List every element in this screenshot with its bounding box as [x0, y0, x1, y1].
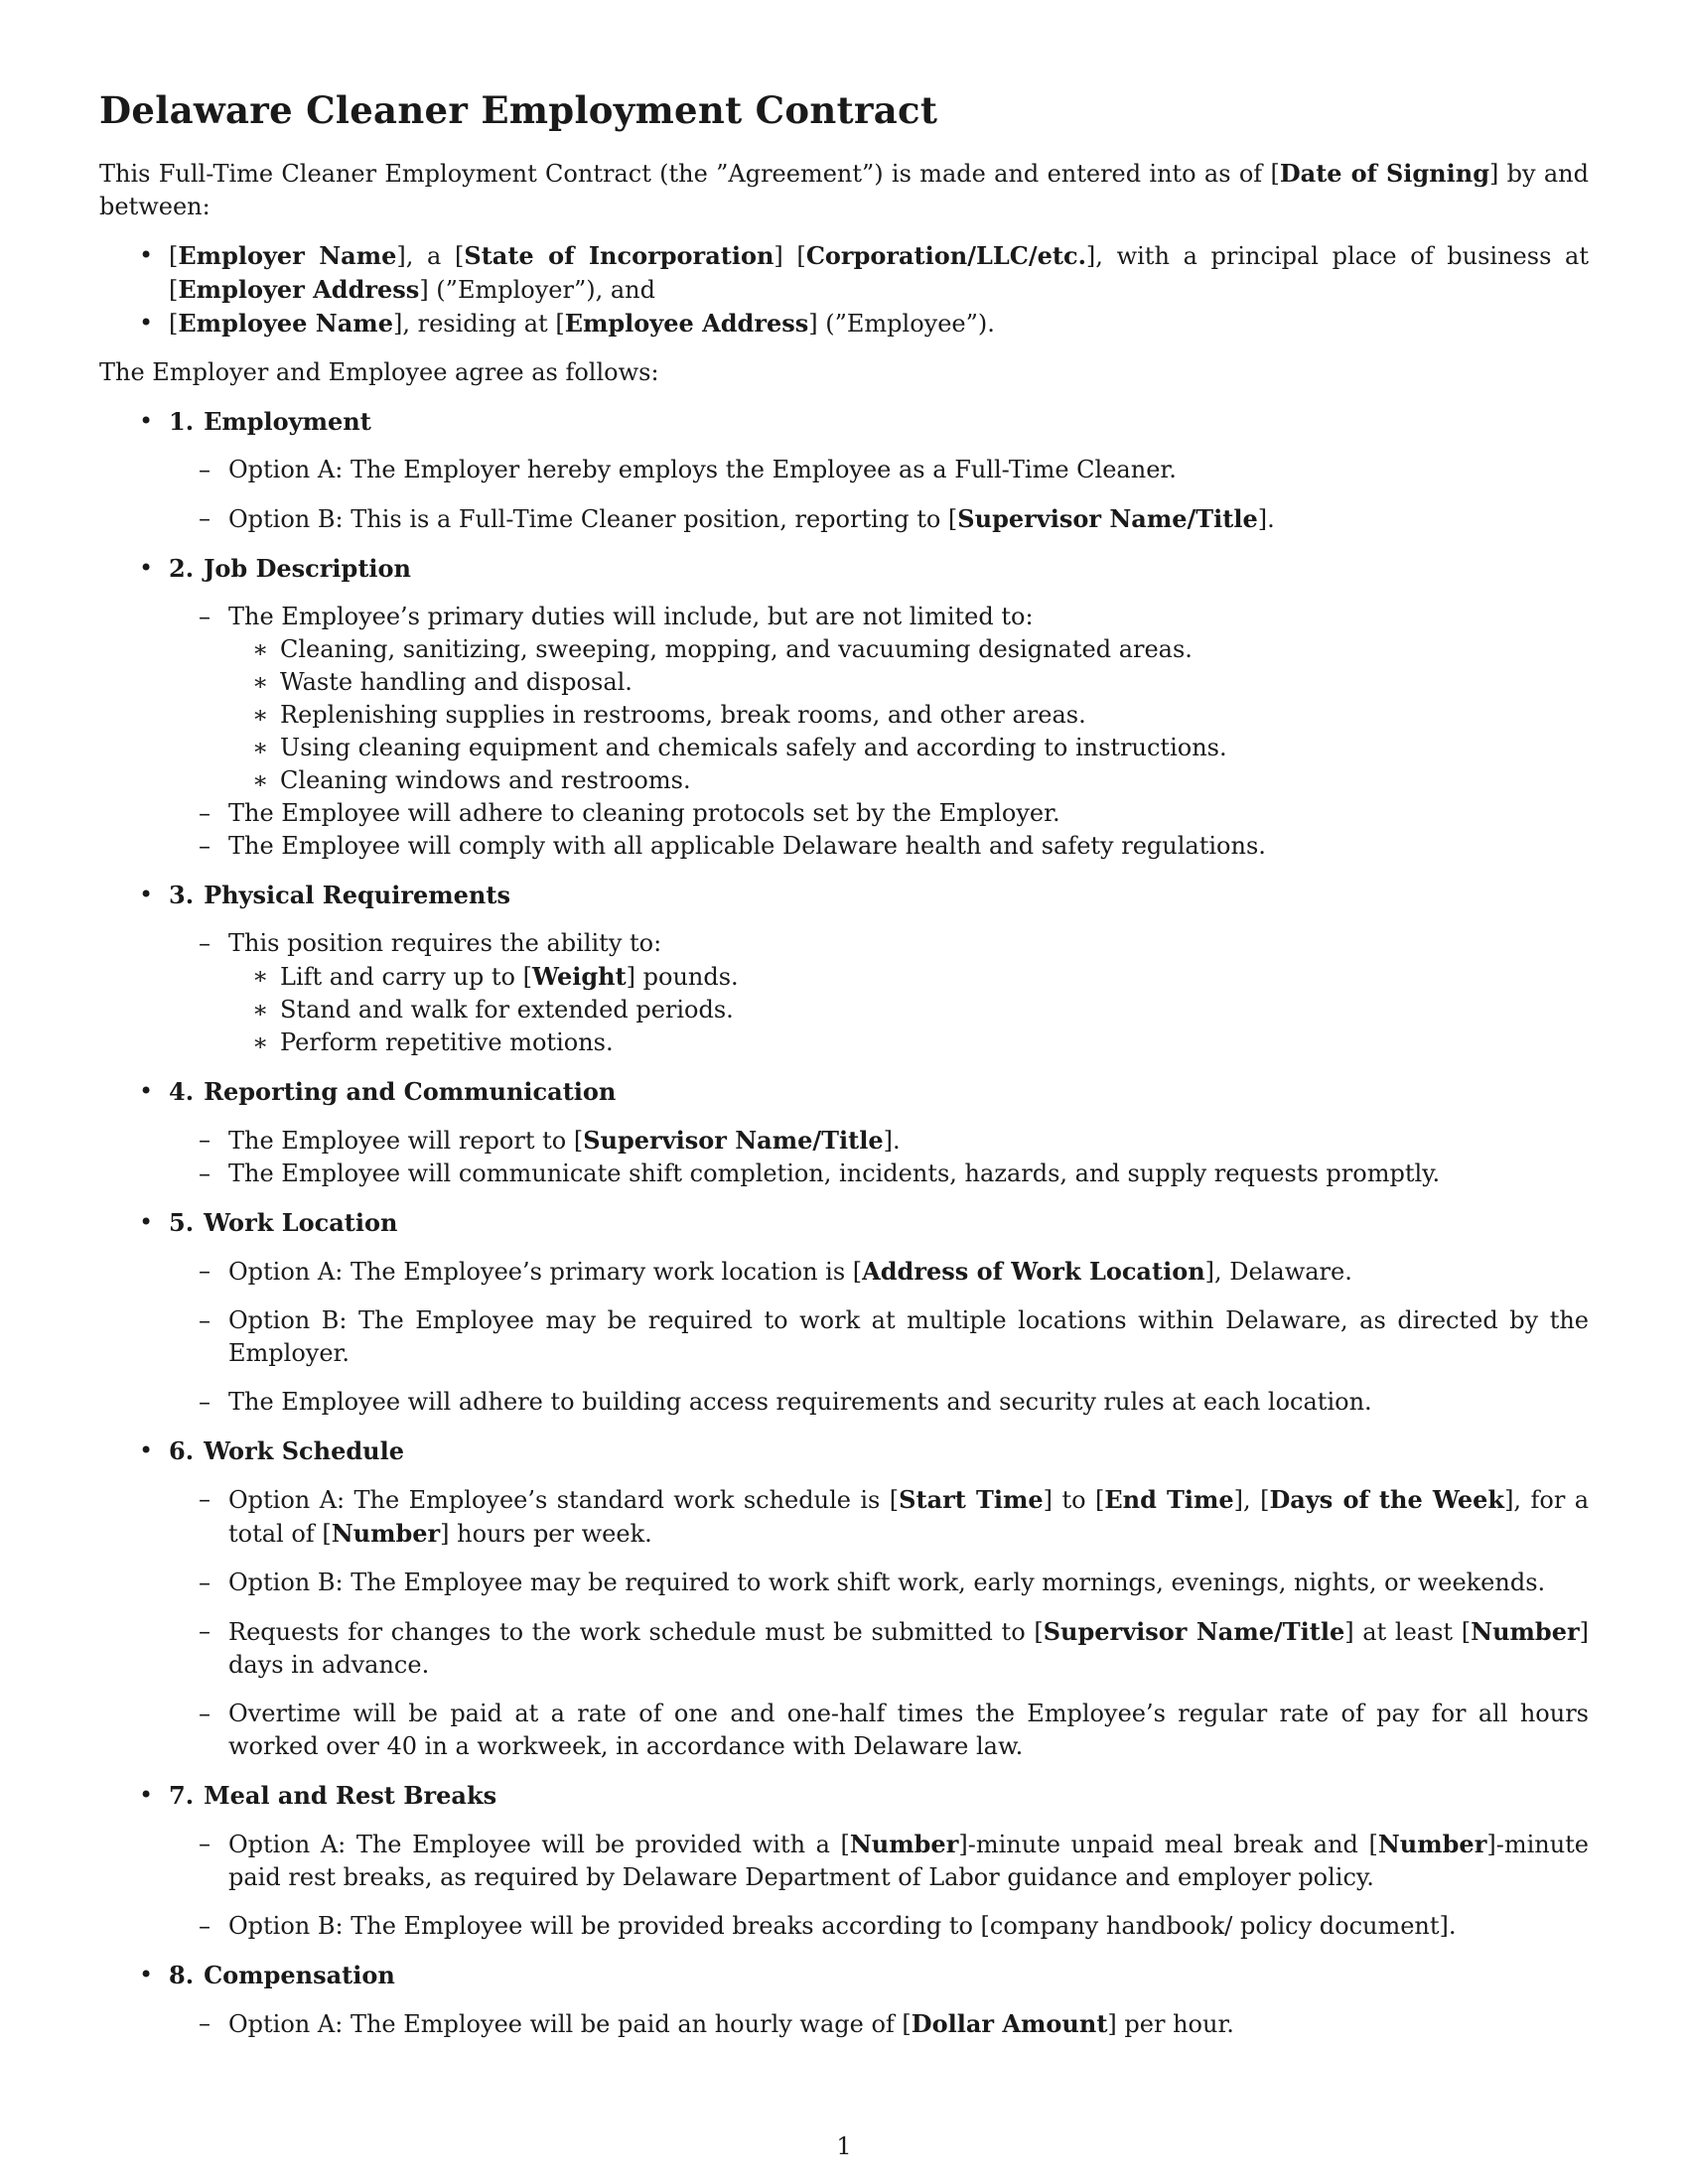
list-item: ∗ Using cleaning equipment and chemicals safely and according to instructions. — [280, 732, 1589, 764]
party-employee: • [Employee Name], residing at [Employee Address] (”Employee”). — [169, 307, 1589, 341]
clause-item: – Option A: The Employee’s standard work schedule is [Start Time] to [End Time], [Days of the Week], for a total of [Number] hours per week. — [228, 1483, 1589, 1551]
clause-item: – Option B: The Employee may be required to work at multiple locations within Delaware, as directed by the Employer. — [228, 1304, 1589, 1370]
clause-item: – The Employee will comply with all applicable Delaware health and safety regulations. — [228, 830, 1589, 863]
list-item: ∗ Cleaning windows and restrooms. — [280, 764, 1589, 797]
dollar-amount-placeholder: Dollar Amount — [911, 2009, 1108, 2038]
agree-text: The Employer and Employee agree as follows: — [99, 358, 659, 386]
section-title: • 7. Meal and Rest Breaks — [169, 1781, 497, 1810]
section-title: • 5. Work Location — [169, 1208, 398, 1237]
section-title: • 1. Employment — [169, 407, 371, 436]
section-title: • 6. Work Schedule — [169, 1436, 404, 1465]
clause-item: – The Employee will adhere to cleaning protocols set by the Employer. — [228, 797, 1589, 830]
section-employment — [169, 405, 1589, 536]
clause-item: – Option A: The Employee will be paid an hourly wage of [Dollar Amount] per hour. — [228, 2007, 1589, 2041]
section-job-description — [169, 552, 1589, 863]
supervisor-placeholder: Supervisor Name/Title — [957, 504, 1258, 533]
intro-text: This Full-Time Cleaner Employment Contract (the ”Agreement”) is made and entered into as of — [99, 160, 1271, 188]
clause-item: – Option B: The Employee will be provided breaks according to [company handbook/ policy document]. — [228, 1910, 1589, 1943]
section-work-location — [169, 1206, 1589, 1419]
supervisor-placeholder: Supervisor Name/Title — [583, 1126, 884, 1155]
document-title: Delaware Cleaner Employment Contract — [99, 88, 938, 132]
list-item: ∗ Waste handling and disposal. — [280, 666, 1589, 699]
date-of-signing-placeholder: Date of Signing — [1279, 159, 1489, 188]
state-placeholder: State of Incorporation — [464, 241, 774, 270]
clause-item: – Option A: The Employer hereby employs the Employee as a Full-Time Cleaner. — [228, 454, 1589, 486]
section-physical-requirements — [169, 879, 1589, 1059]
entity-type-placeholder: Corporation/LLC/etc. — [805, 241, 1086, 270]
employee-name-placeholder: Employee Name — [178, 309, 393, 338]
clause-item: – This position requires the ability to: ∗ Lift and carry up to [Weight] pounds. ∗ Stand and walk for extended periods. ∗ Perform repetitive motions. — [228, 927, 1589, 1059]
list-item: ∗ Replenishing supplies in restrooms, break rooms, and other areas. — [280, 699, 1589, 732]
employer-address-placeholder: Employer Address — [178, 275, 420, 304]
hours-placeholder: Number — [331, 1519, 441, 1548]
days-placeholder: Days of the Week — [1269, 1485, 1505, 1514]
parties-list — [99, 239, 1589, 341]
section-compensation — [169, 1959, 1589, 2041]
employee-address-placeholder: Employee Address — [564, 309, 809, 338]
supervisor-placeholder: Supervisor Name/Title — [1043, 1617, 1345, 1646]
list-item: ∗ Lift and carry up to [Weight] pounds. — [280, 960, 1589, 994]
clause-item: – The Employee will adhere to building access requirements and security rules at each location. — [228, 1386, 1589, 1419]
sections-list — [99, 405, 1589, 2041]
clause-item: – Overtime will be paid at a rate of one and one-half times the Employee’s regular rate of pay for all hours worked over 40 in a workweek, in accordance with Delaware law. — [228, 1698, 1589, 1763]
clause-item: – Option B: This is a Full-Time Cleaner position, reporting to [Supervisor Name/Title]. — [228, 502, 1589, 536]
clause-item: – The Employee will report to [Supervisor Name/Title]. — [228, 1124, 1589, 1158]
requirements-list — [228, 960, 1589, 1059]
list-item: ∗ Cleaning, sanitizing, sweeping, mopping, and vacuuming designated areas. — [280, 633, 1589, 666]
clause-item: – Requests for changes to the work schedule must be submitted to [Supervisor Name/Title] at least [Number] days in advance. — [228, 1615, 1589, 1682]
work-location-placeholder: Address of Work Location — [862, 1257, 1205, 1286]
notice-days-placeholder: Number — [1471, 1617, 1580, 1646]
clause-item: – Option A: The Employee’s primary work location is [Address of Work Location], Delaware. — [228, 1255, 1589, 1289]
duties-list — [228, 633, 1589, 797]
party-employer: • [Employer Name], a [State of Incorporation] [Corporation/LLC/etc.], with a principal place of business at [Employer Address] (”Employer”), and — [169, 239, 1589, 307]
section-work-schedule — [169, 1434, 1589, 1763]
section-title: • 3. Physical Requirements — [169, 881, 510, 909]
section-title: • 4. Reporting and Communication — [169, 1077, 617, 1106]
document-page — [99, 87, 1589, 2057]
section-reporting — [169, 1075, 1589, 1190]
meal-minutes-placeholder: Number — [849, 1830, 959, 1858]
page-number: 1 — [836, 2132, 852, 2160]
clause-item: – Option B: The Employee may be required to work shift work, early mornings, evenings, nights, or weekends. — [228, 1567, 1589, 1599]
clause-item: – The Employee’s primary duties will include, but are not limited to: ∗ Cleaning, sanitizing, sweeping, mopping, and vacuuming designated areas. ∗ Waste handling and disposal. ∗ Replenishing supplies in restrooms, break rooms, and other areas. ∗ Using cleaning equipment and chemicals safely and according to instructions. ∗ Cleaning windows and restrooms. — [228, 601, 1589, 797]
intro-text-end: by and between: — [99, 160, 1589, 220]
clause-item: – Option A: The Employee will be provided with a [Number]-minute unpaid meal break and [Number]-minute paid rest breaks, as required by Delaware Department of Labor guidance and employer policy. — [228, 1828, 1589, 1894]
employer-name-placeholder: Employer Name — [178, 241, 397, 270]
end-time-placeholder: End Time — [1104, 1485, 1234, 1514]
start-time-placeholder: Start Time — [899, 1485, 1044, 1514]
rest-minutes-placeholder: Number — [1377, 1830, 1487, 1858]
list-item: ∗ Perform repetitive motions. — [280, 1026, 1589, 1059]
section-title: • 2. Job Description — [169, 554, 411, 583]
section-meal-rest-breaks — [169, 1779, 1589, 1943]
clause-item: – The Employee will communicate shift completion, incidents, hazards, and supply requests promptly. — [228, 1158, 1589, 1190]
list-item: ∗ Stand and walk for extended periods. — [280, 994, 1589, 1026]
intro-paragraph: This Full-Time Cleaner Employment Contract (the ”Agreement”) is made and entered into as of [Date of Signing] by and between: — [99, 159, 1589, 220]
section-title: • 8. Compensation — [169, 1961, 395, 1989]
weight-placeholder: Weight — [531, 962, 627, 991]
